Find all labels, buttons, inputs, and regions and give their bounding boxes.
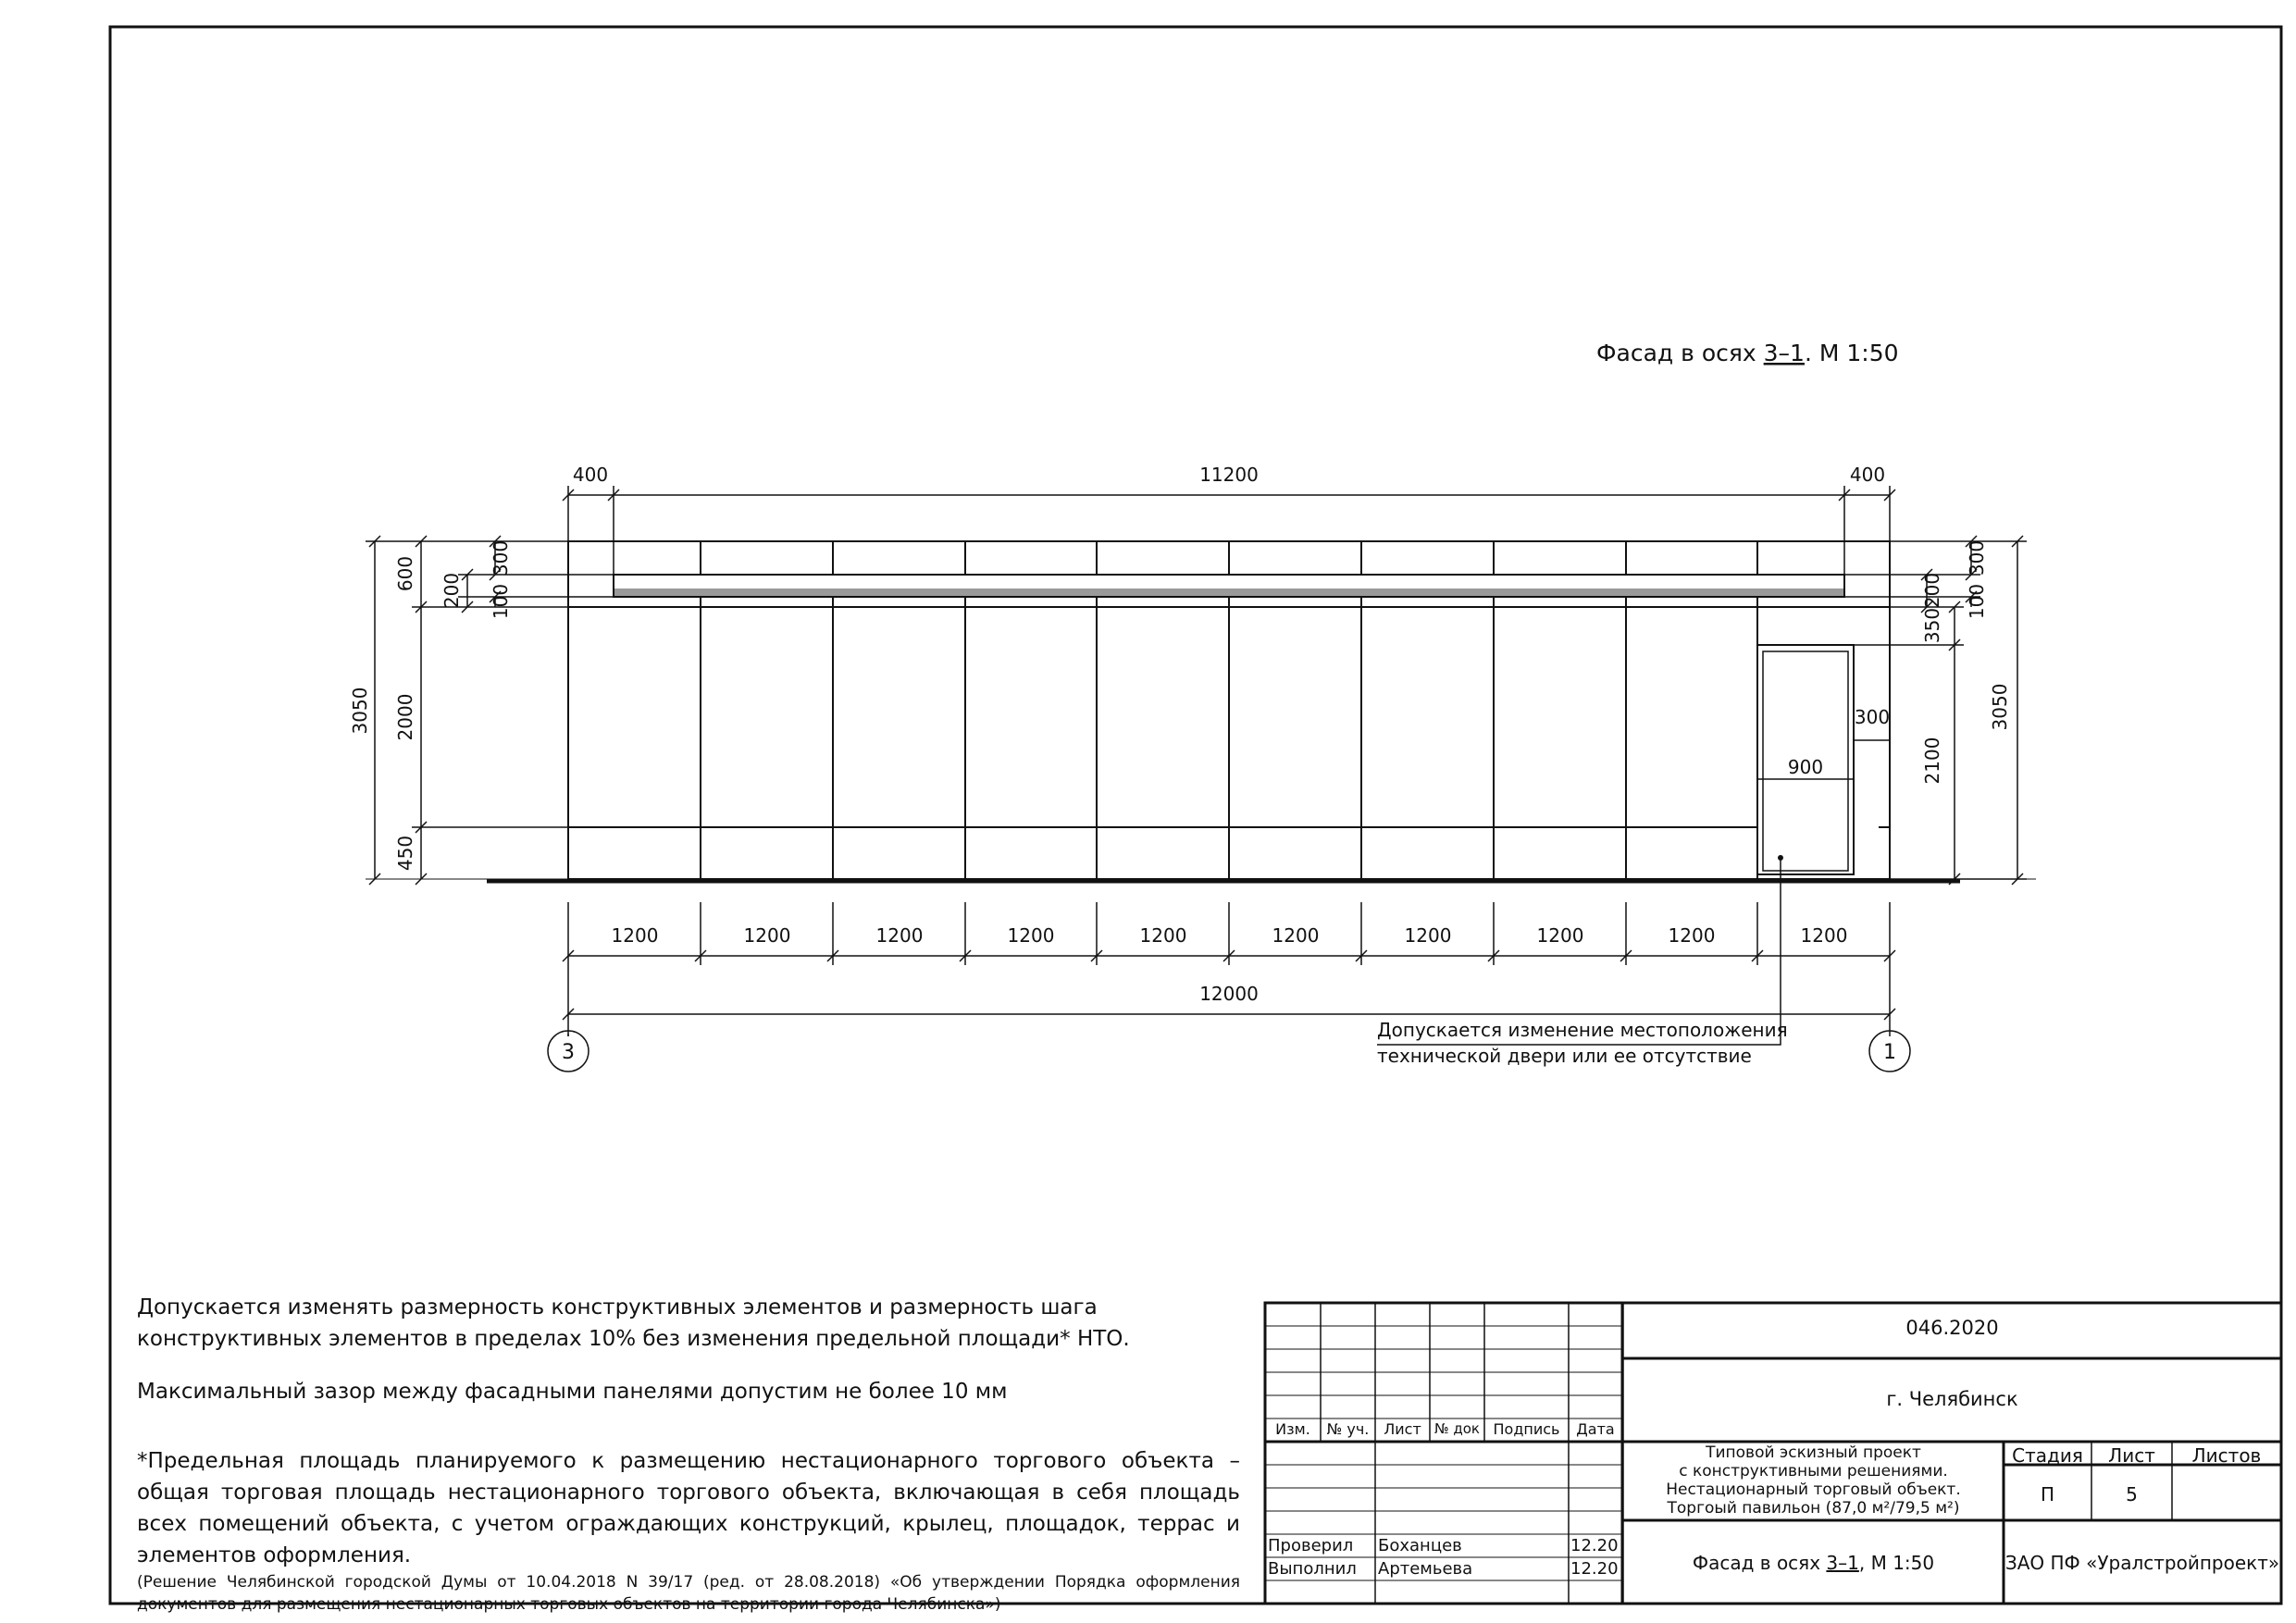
checked-label: Проверил [1268, 1536, 1354, 1555]
view-title: Фасад в осях 3–1. М 1:50 [1596, 340, 1899, 366]
checked-name: Боханцев [1378, 1536, 1462, 1555]
sheet-title: Фасад в осях 3–1, М 1:50 [1692, 1552, 1935, 1574]
done-name: Артемьева [1378, 1559, 1473, 1579]
dim-bottom-3: 1200 [875, 924, 924, 947]
done-date: 12.20 [1570, 1559, 1619, 1579]
stage-value: П [2040, 1483, 2055, 1505]
dim-bottom-10: 1200 [1800, 924, 1848, 947]
dim-bottom-5: 1200 [1139, 924, 1187, 947]
desc-line-4: Торгоый павильон (87,0 м²/79,5 м²) [1667, 1499, 1960, 1518]
dim-door-width: 900 [1787, 756, 1824, 778]
desc-line-3: Нестационарный торговый объект. [1666, 1481, 1961, 1499]
notes-gap [137, 1376, 1247, 1407]
dim-left-total: 3050 [349, 687, 371, 735]
notes-block [137, 1292, 1247, 1355]
dim-top-left: 400 [572, 464, 609, 486]
dim-bottom-4: 1200 [1007, 924, 1055, 947]
desc-line-1: Типовой эскизный проект [1706, 1443, 1921, 1462]
sheets-label: Листов [2191, 1444, 2262, 1467]
dim-top-middle: 11200 [1199, 464, 1259, 486]
dim-bottom-total: 12000 [1199, 983, 1259, 1005]
dim-bottom-9: 1200 [1668, 924, 1716, 947]
city: г. Челябинск [1886, 1388, 2018, 1410]
dim-bottom-7: 1200 [1404, 924, 1452, 947]
stage-label: Стадия [2012, 1444, 2083, 1467]
sheet-value: 5 [2126, 1483, 2138, 1505]
company-name: ЗАО ПФ «Уралстройпроект» [2004, 1552, 2280, 1574]
dim-door-offset: 300 [1854, 706, 1891, 728]
dim-left-300: 300 [490, 539, 512, 576]
note-panel-gap: Максимальный зазор между фасадными панелями допустим не более 10 мм [137, 1380, 1008, 1404]
col-header-date: Дата [1576, 1420, 1615, 1438]
dim-top-right: 400 [1849, 464, 1886, 486]
dim-left-600: 600 [394, 555, 416, 592]
dim-left-200: 200 [441, 572, 463, 609]
col-header-izm: Изм. [1275, 1420, 1310, 1438]
col-header-doc: № док [1434, 1420, 1480, 1437]
done-label: Выполнил [1268, 1559, 1357, 1579]
door-note-leader [1377, 858, 1781, 1045]
note-regulation: (Решение Челябинской городской Думы от 10.04.2018 N 39/17 (ред. от 28.08.2018) «Об утверждении Порядка оформления документов для размещения нестационарных торговых объектов на территории города Челябинска») [137, 1573, 1240, 1614]
axis-label-1: 1 [1883, 1041, 1896, 1064]
dim-left-2000: 2000 [394, 693, 416, 741]
door-note-line1: Допускается изменение местоположения [1377, 1019, 1788, 1041]
dim-right-100: 100 [1966, 583, 1988, 620]
dim-bottom-1: 1200 [611, 924, 659, 947]
note-tolerance: Допускается изменять размерность конструктивных элементов и размерность шага конструктивных элементов в пределах 10% без изменения предельной площади* НТО. [137, 1295, 1130, 1351]
col-header-uch: № уч. [1326, 1420, 1370, 1438]
dim-right-total: 3050 [1989, 683, 2011, 731]
col-header-signature: Подпись [1493, 1420, 1560, 1438]
dim-left-100: 100 [490, 583, 512, 620]
notes-area [137, 1445, 1240, 1616]
dim-right-350: 350 [1921, 607, 1943, 644]
facade-elevation [366, 541, 2036, 881]
document-code: 046.2020 [1905, 1317, 1999, 1339]
dim-bottom-8: 1200 [1536, 924, 1584, 947]
desc-line-2: с конструктивными решениями. [1679, 1462, 1948, 1481]
bottom-dimensions [563, 902, 1895, 1036]
note-area-definition: *Предельная площадь планируемого к размещению нестационарного торгового объекта – общая торговая площадь нестационарного торгового объекта, включающая в себя площадь всех помещений объекта, с учетом ограждающих конструкций, крылец, площадок, террас и элементов оформления. [137, 1449, 1240, 1567]
dim-bottom-2: 1200 [743, 924, 791, 947]
dim-right-200: 200 [1921, 572, 1943, 609]
sheet-label: Лист [2108, 1444, 2155, 1467]
col-header-list: Лист [1384, 1420, 1421, 1438]
door-note-line2: технической двери или ее отсутствие [1377, 1045, 1752, 1067]
dim-right-300: 300 [1966, 539, 1988, 576]
project-description [1623, 1443, 2004, 1518]
checked-date: 12.20 [1570, 1536, 1619, 1555]
dim-left-450: 450 [394, 835, 416, 872]
sheet-frame [110, 27, 2281, 1604]
dim-bottom-6: 1200 [1272, 924, 1320, 947]
dim-right-2100: 2100 [1921, 737, 1943, 785]
axis-label-3: 3 [562, 1041, 575, 1064]
